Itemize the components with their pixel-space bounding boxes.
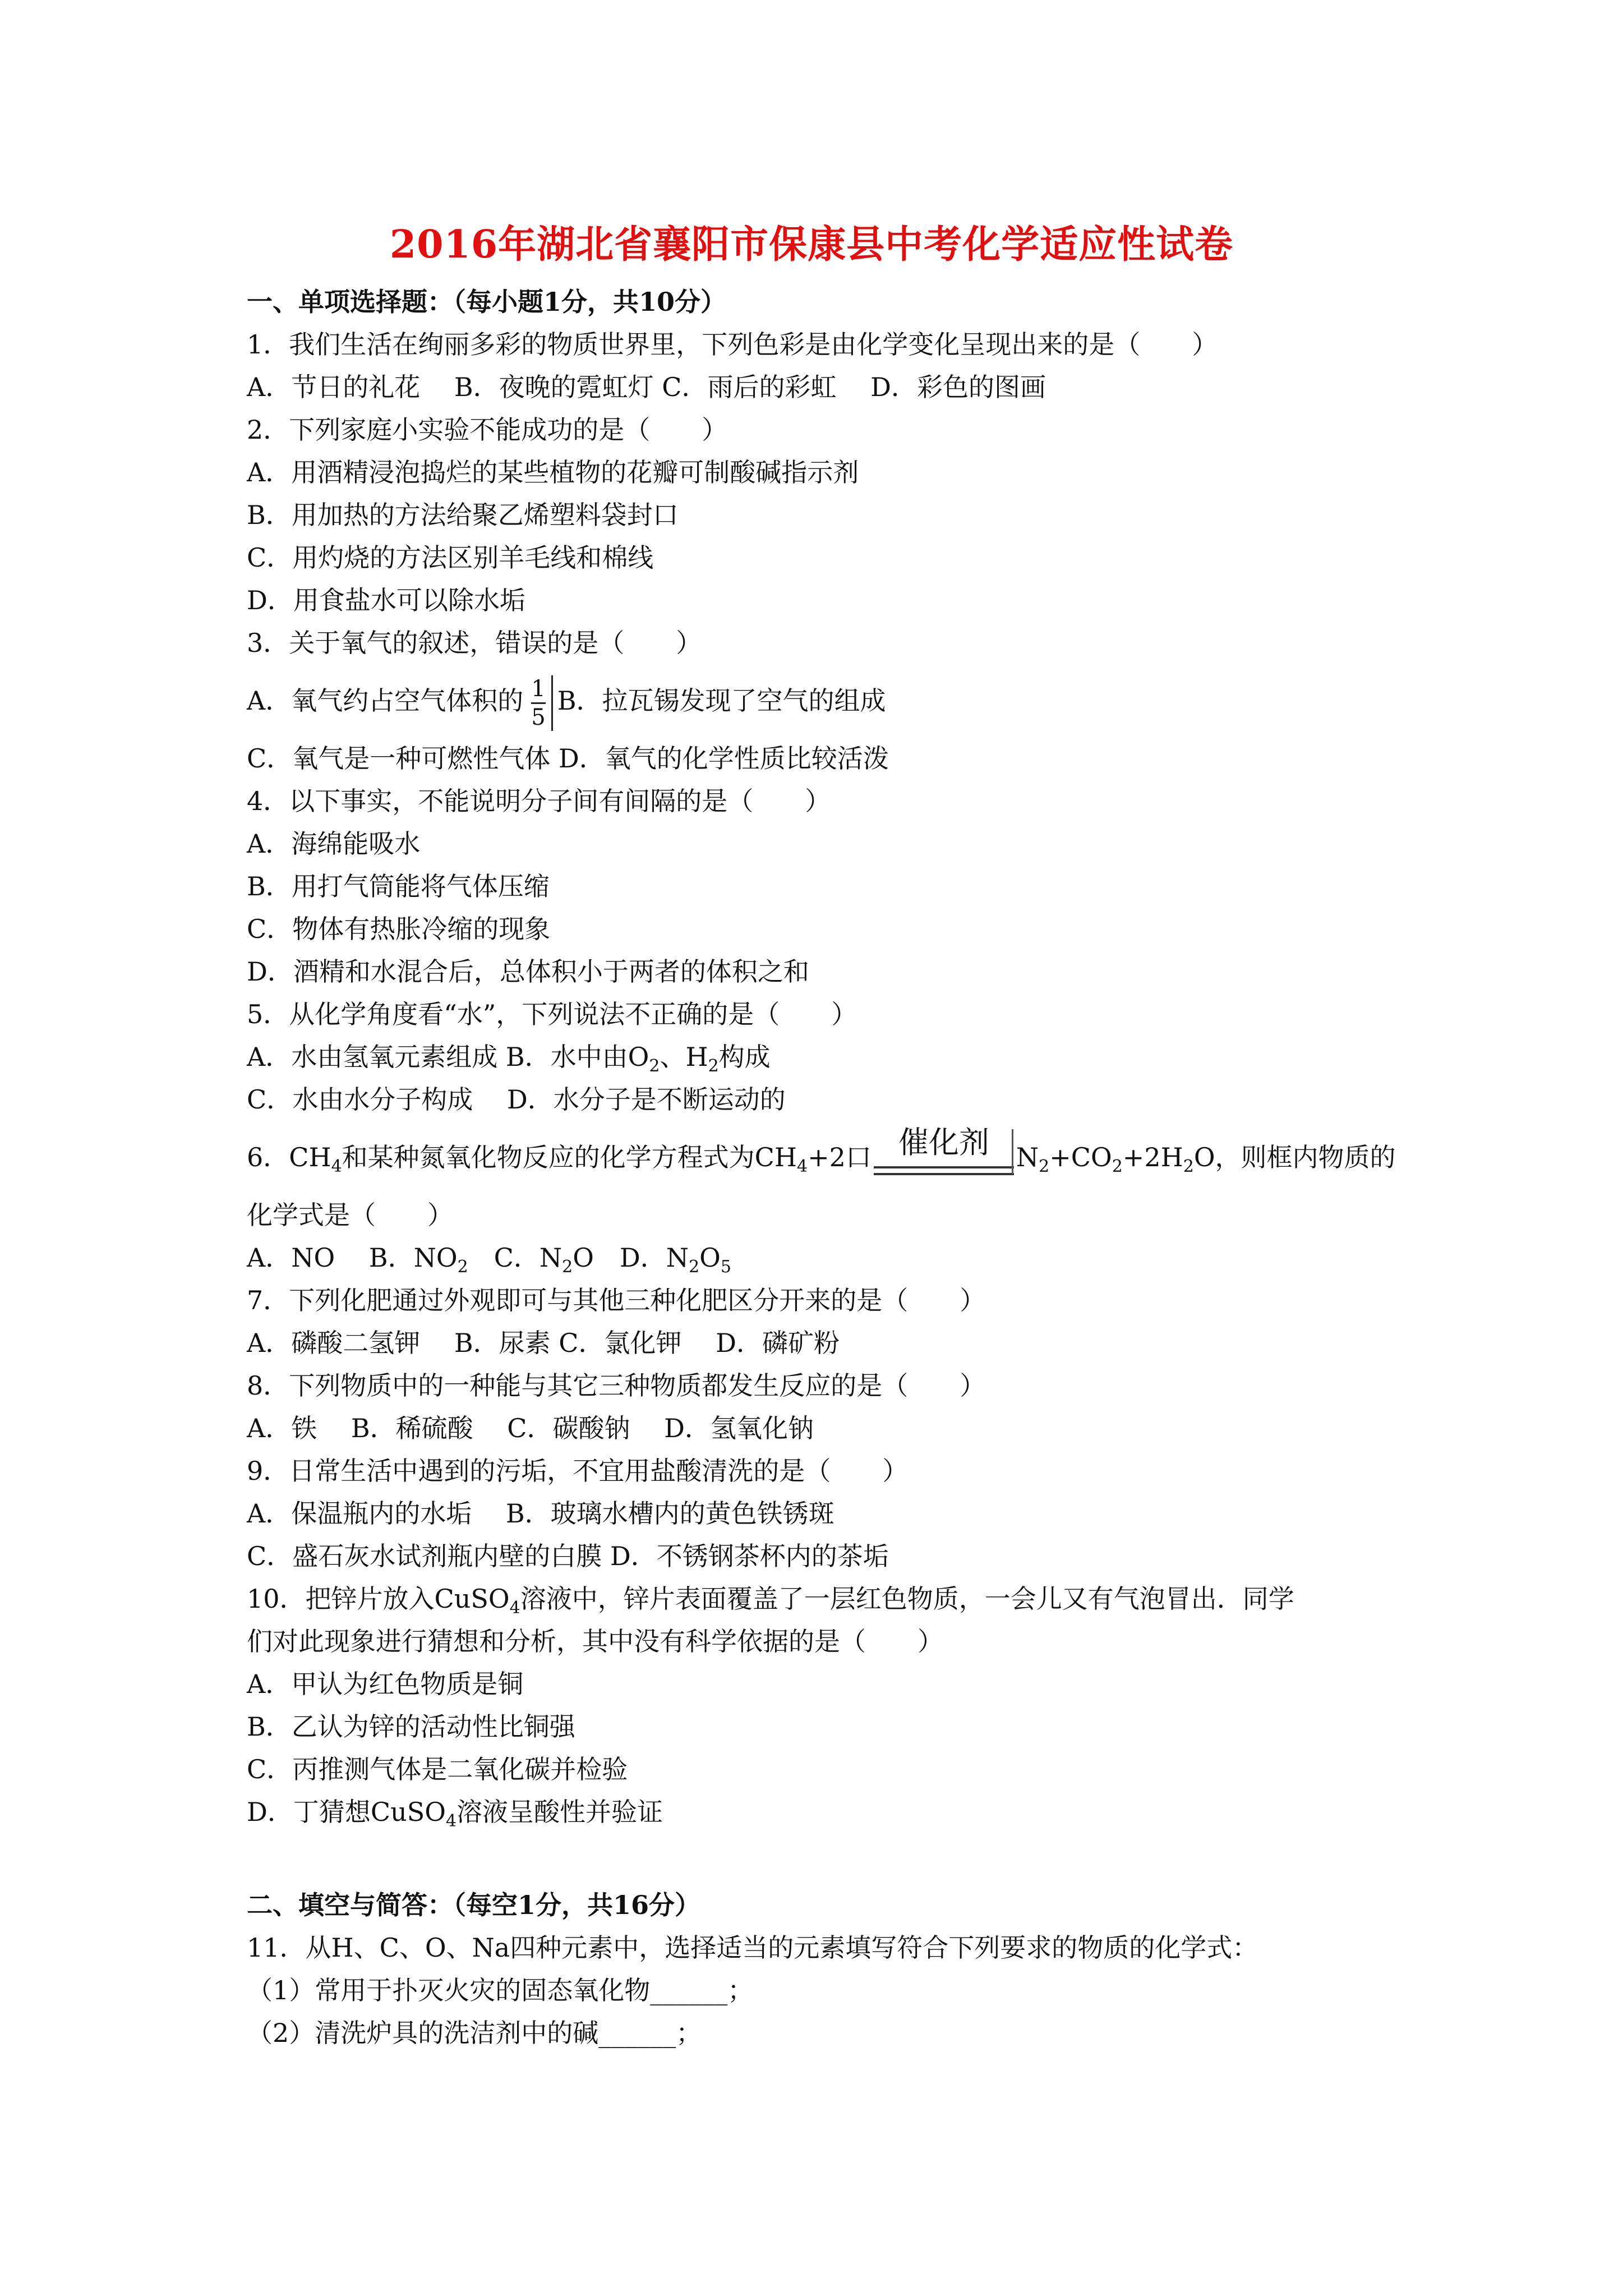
subscript: 4 [796, 1157, 808, 1177]
subscript: 4 [509, 1598, 520, 1618]
fraction-denominator: 5 [531, 704, 546, 730]
option-text: A．NO B．NO [247, 1243, 458, 1273]
question-stem: 7．下列化肥通过外观即可与其他三种化肥区分开来的是（ ） [247, 1285, 986, 1315]
question-options: A．保温瓶内的水垢 B．玻璃水槽内的黄色铁锈斑 [247, 1498, 834, 1529]
subscript: 2 [1112, 1157, 1123, 1177]
question-stem: 化学式是（ ） [247, 1200, 453, 1230]
option-b: B．拉瓦锡发现了空气的组成 [557, 685, 886, 716]
stem-text: 溶液中，锌片表面覆盖了一层红色物质，一会儿又有气泡冒出．同学 [520, 1584, 1294, 1614]
subscript: 5 [720, 1257, 731, 1277]
stem-text: +2口 [808, 1142, 872, 1172]
question-stem: 5．从化学角度看“水”，下列说法不正确的是（ ） [247, 999, 857, 1029]
fill-blank-item: （2）清洗炉具的洗洁剂中的碱______； [247, 2018, 702, 2048]
question-options: C．氧气是一种可燃性气体 D．氧气的化学性质比较活泼 [247, 743, 889, 774]
question-stem: 11．从H、C、O、Na四种元素中，选择适当的元素填写符合下列要求的物质的化学式： [247, 1932, 1258, 1963]
subscript: 4 [331, 1157, 342, 1177]
fraction-numerator: 1 [531, 675, 545, 704]
catalyst-arrow [874, 1126, 1014, 1193]
question-stem: 1．我们生活在绚丽多彩的物质世界里，下列色彩是由化学变化呈现出来的是（ ） [247, 329, 1218, 360]
subscript: 2 [1183, 1157, 1194, 1177]
option-text: 、H [660, 1042, 708, 1072]
question-options [247, 664, 1402, 737]
question-options: A．铁 B．稀硫酸 C．碳酸钠 D．氢氧化钠 [247, 1413, 814, 1443]
question-stem: 3．关于氧气的叙述，错误的是（ ） [247, 628, 702, 658]
subscript: 2 [649, 1056, 660, 1076]
option-d [247, 1791, 1402, 1833]
question-options [247, 1036, 1402, 1078]
question-stem: 4．以下事实，不能说明分子间有间隔的是（ ） [247, 786, 831, 816]
question-stem: 们对此现象进行猜想和分析，其中没有科学依据的是（ ） [247, 1626, 943, 1657]
option-a: A．用酒精浸泡捣烂的某些植物的花瓣可制酸碱指示剂 [247, 457, 859, 487]
question-options: C．水由水分子构成 D．水分子是不断运动的 [247, 1084, 786, 1115]
exam-content [247, 280, 1402, 2054]
option-a: A．氧气约占空气体积的 [247, 685, 524, 716]
option-b: B．乙认为锌的活动性比铜强 [247, 1711, 575, 1742]
option-c: C．用灼烧的方法区别羊毛线和棉线 [247, 542, 654, 573]
option-a: A．海绵能吸水 [247, 829, 421, 859]
question-stem [247, 1577, 1402, 1620]
question-options: A．节日的礼花 B．夜晚的霓虹灯 C．雨后的彩虹 D．彩色的图画 [247, 372, 1046, 402]
catalyst-label: 催化剂 [898, 1125, 989, 1160]
option-b: B．用打气筒能将气体压缩 [247, 871, 550, 901]
question-options: A．磷酸二氢钾 B．尿素 C．氯化钾 D．磷矿粉 [247, 1328, 840, 1358]
fill-blank-item: （1）常用于扑灭火灾的固态氧化物______； [247, 1975, 754, 2005]
option-text: D．丁猜想CuSO [247, 1797, 446, 1827]
option-c: C．丙推测气体是二氧化碳并检验 [247, 1754, 628, 1784]
option-b: B．用加热的方法给聚乙烯塑料袋封口 [247, 500, 679, 530]
option-text: A．水由氢氧元素组成 B．水中由O [247, 1042, 649, 1072]
subscript: 2 [1039, 1157, 1050, 1177]
stem-text: 10．把锌片放入CuSO [247, 1584, 510, 1614]
stem-text: 6．CH [247, 1142, 331, 1172]
subscript: 2 [689, 1257, 700, 1277]
option-text: 溶液呈酸性并验证 [457, 1797, 663, 1827]
question-stem [247, 1121, 1402, 1194]
option-text: O D．N [573, 1243, 689, 1273]
stem-text: +2H [1122, 1142, 1183, 1172]
fraction-one-fifth [525, 675, 552, 731]
section-heading: 二、填空与简答：（每空1分，共16分） [247, 1890, 701, 1920]
question-options: C．盛石灰水试剂瓶内壁的白膜 D．不锈钢茶杯内的茶垢 [247, 1541, 889, 1571]
stem-text: 和某种氮氧化物反应的化学方程式为CH [342, 1142, 797, 1172]
option-text: O [699, 1243, 721, 1273]
stem-text: O，则框内物质的 [1193, 1142, 1396, 1172]
stem-text: +CO [1049, 1142, 1112, 1172]
page-title: 2016年湖北省襄阳市保康县中考化学适应性试卷 [389, 222, 1234, 267]
option-text: C．N [468, 1243, 562, 1273]
option-c: C．物体有热胀冷缩的现象 [247, 914, 551, 944]
option-a: A．甲认为红色物质是铜 [247, 1669, 524, 1699]
subscript: 2 [708, 1056, 719, 1076]
option-d: D．用食盐水可以除水垢 [247, 585, 525, 615]
question-stem: 8．下列物质中的一种能与其它三种物质都发生反应的是（ ） [247, 1370, 986, 1401]
subscript: 2 [562, 1257, 573, 1277]
subscript: 2 [457, 1257, 468, 1277]
stem-text: N [1016, 1142, 1039, 1172]
section-heading: 一、单项选择题：（每小题1分，共10分） [247, 287, 727, 317]
option-text: 构成 [718, 1042, 771, 1072]
question-stem: 9．日常生活中遇到的污垢，不宜用盐酸清洗的是（ ） [247, 1456, 909, 1486]
question-stem: 2．下列家庭小实验不能成功的是（ ） [247, 415, 728, 445]
subscript: 4 [445, 1811, 457, 1832]
option-d: D．酒精和水混合后，总体积小于两者的体积之和 [247, 956, 809, 987]
question-options [247, 1236, 1402, 1279]
